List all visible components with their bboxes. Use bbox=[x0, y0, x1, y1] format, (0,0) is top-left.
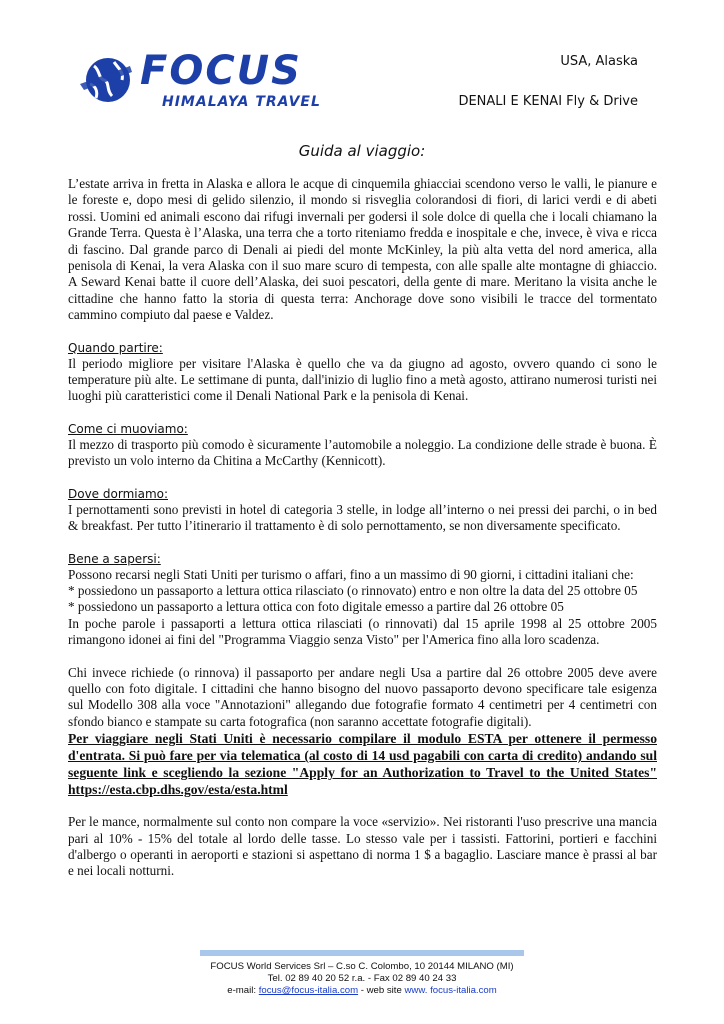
logo-sub: HIMALAYA TRAVEL bbox=[162, 94, 321, 110]
footer-phone: Tel. 02 89 40 20 52 r.a. - Fax 02 89 40 24 33 bbox=[267, 973, 457, 984]
know-bullet-2: * possiedono un passaporto a lettura ottica con foto digitale emesso a partire dal 26 ottobre 05 bbox=[68, 599, 564, 615]
know-paragraph-2: Chi invece richiede (o rinnova) il passaporto per andare negli Usa a partire dal 26 ottobre 2005 deve avere quello con foto digitale. I cittadini che hanno bisogno del nuovo passaporto devono specificare tale esigenza sul Modello 308 alla voce "Annotazioni" allegando due fotografie formato 4 centimetri per 4 centimetri con sfondo bianco e stampate su carta fotografica (non saranno accettate fotografie digitali). bbox=[68, 664, 657, 729]
know-lead: Possono recarsi negli Stati Uniti per turismo o affari, fino a un massimo di 90 giorni, i cittadini italiani che: bbox=[68, 566, 634, 582]
section-when bbox=[68, 340, 657, 405]
header-trip-name: DENALI E KENAI Fly & Drive bbox=[458, 94, 638, 109]
footer-divider bbox=[200, 950, 524, 956]
tips-paragraph: Per le mance, normalmente sul conto non compare la voce «servizio». Nei ristoranti l'uso prescrive una mancia pari al 10% - 15% del totale al lordo delle tasse. Lo stesso vale per i tassisti. Fattorini, portieri e facchini d'albergo o operanti in aeroporti e stazioni si aspettano di norma 1 $ a bagaglio. Lasciare mance è prassi al bar e nei locali notturni. bbox=[68, 814, 657, 879]
know-paragraph-1: In poche parole i passaporti a lettura ottica rilasciati (o rinnovati) dal 15 aprile 1998 al 25 ottobre 2005 rimangono idonei ai fini del "Programma Viaggio senza Visto" per l'America fino alla loro scadenza. bbox=[68, 615, 657, 648]
section-heading: Come ci muoviamo: bbox=[68, 421, 188, 436]
guide-title: Guida al viaggio: bbox=[298, 142, 426, 160]
section-text: Il periodo migliore per visitare l'Alaska è quello che va da giugno ad agosto, ovvero quando ci sono le temperature più alte. Le settimane di punta, dall'inizio di luglio fino a metà agosto, attirano numerosi turisti nei luoghi più caratteristici come il Denali National Park e la penisola di Kenai. bbox=[68, 355, 657, 404]
section-heading: Quando partire: bbox=[68, 340, 163, 355]
logo-name: FOCUS bbox=[140, 48, 302, 94]
footer-email-link[interactable]: focus@focus-italia.com bbox=[258, 985, 359, 996]
footer-web-label: - web site bbox=[360, 985, 402, 996]
header-destination: USA, Alaska bbox=[560, 54, 638, 69]
section-know bbox=[68, 551, 657, 880]
footer-web-link[interactable]: www. focus-italia.com bbox=[404, 985, 497, 996]
guide-body bbox=[68, 176, 657, 880]
section-heading: Bene a sapersi: bbox=[68, 551, 161, 566]
footer-company: FOCUS World Services Srl – C.so C. Colombo, 10 20144 MILANO (MI) bbox=[210, 961, 514, 972]
intro-paragraph: L’estate arriva in fretta in Alaska e allora le acque di cinquemila ghiacciai scendono verso le valli, le pianure e le foreste e, dopo mesi di gelido silenzio, il mondo si risveglia colorandosi di fiori, di larici verdi e di abeti rossi. Uomini ed animali escono dai rifugi invernali per godersi il sole dolce di quella che i locali chiamano la Grande Terra. Questa è l’Alaska, una terra che a torto riteniamo fredda e inospitale e che, invece, è viva e ricca di fascino. Dal grande parco di Denali ai piedi del monte McKinley, la più alta vetta del nord america, alla penisola di Kenai, la vera Alaska con il suo mare scuro di tempesta, con alle spalle alte montagne di ghiaccio. A Seward Kenai batte il cuore dell’Alaska, dei suoi pescatori, della gente di mare. Meritano la visita anche le cittadine che hanno fatto la storia di questa terra: Anchorage dove sono visibili le tracce del tormentato cammino compiuto dal paese e Valdez. bbox=[68, 176, 657, 323]
footer-email-label: e-mail: bbox=[227, 985, 257, 996]
esta-notice: Per viaggiare negli Stati Uniti è necessario compilare il modulo ESTA per ottenere il permesso d'entrata. Si può fare per via telematica (al costo di 14 usd pagabili con carta di credito) andando sul seguente link e scegliendo la sezione "Apply for an Authorization to Travel to the United States" https://esta.cbp.dhs.gov/esta/esta.html bbox=[68, 731, 657, 798]
focus-himalaya-logo bbox=[70, 44, 370, 114]
footer-contacts bbox=[0, 985, 724, 997]
section-text: Il mezzo di trasporto più comodo è sicuramente l’automobile a noleggio. La condizione delle strade è buona. È previsto un volo interno da Chitina a McCarthy (Kennicott). bbox=[68, 436, 657, 469]
section-transport bbox=[68, 421, 657, 470]
know-bullet-1: * possiedono un passaporto a lettura ottica rilasciato (o rinnovato) entro e non oltre la data del 25 ottobre 05 bbox=[68, 582, 638, 598]
section-text: I pernottamenti sono previsti in hotel di categoria 3 stelle, in lodge all’interno o nei pressi dei parchi, o in bed & breakfast. Per tutto l’itinerario il trattamento è di solo pernottamento, se non diversamente specificato. bbox=[68, 501, 657, 534]
section-sleep bbox=[68, 486, 657, 535]
footer bbox=[0, 961, 724, 997]
section-heading: Dove dormiamo: bbox=[68, 486, 169, 501]
